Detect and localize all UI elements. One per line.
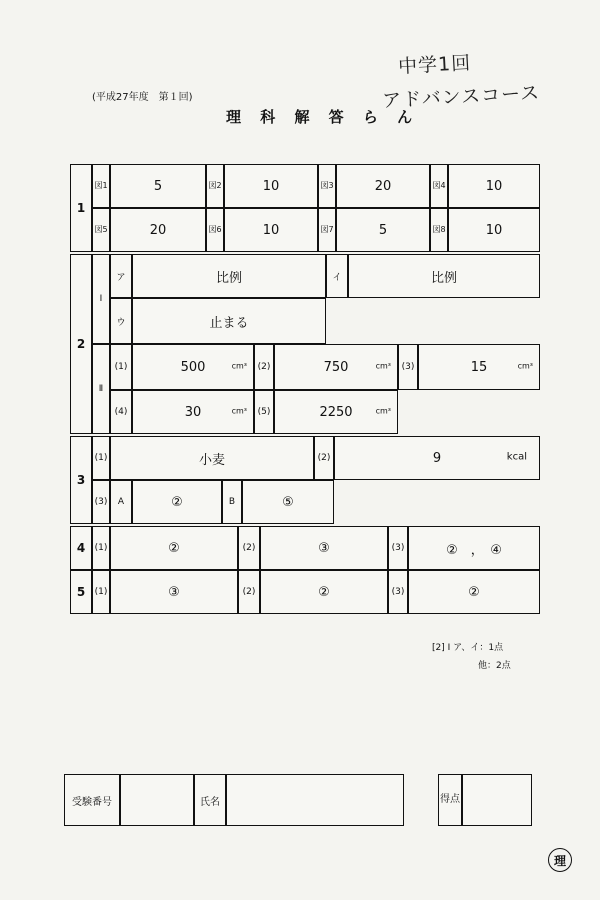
- answer-cell[interactable]: ② ， ④: [408, 526, 540, 570]
- sub-label-a: A: [110, 480, 132, 524]
- name-label: 氏名: [194, 774, 226, 826]
- unit-label: cm³: [231, 361, 247, 371]
- sub-label-u: ウ: [110, 298, 132, 344]
- handwritten-note-course: アドバンスコース: [381, 81, 541, 113]
- sub-label: (3): [388, 526, 408, 570]
- section-number-1: 1: [70, 164, 92, 252]
- sub-label-a: ア: [110, 254, 132, 298]
- unit-label: cm³: [231, 406, 247, 416]
- answer-cell[interactable]: 20: [336, 164, 430, 208]
- answer-cell[interactable]: 止まる: [132, 298, 326, 344]
- score-field[interactable]: [462, 774, 532, 826]
- answer-cell[interactable]: 10: [224, 208, 318, 252]
- sub-label: (2): [254, 344, 274, 390]
- answer-cell[interactable]: ③: [260, 526, 388, 570]
- part-label-1: Ⅰ: [92, 254, 110, 344]
- answer-cell[interactable]: ②: [260, 570, 388, 614]
- answer-cell[interactable]: 10: [448, 164, 540, 208]
- fig-label: 図 6: [206, 208, 224, 252]
- unit-label: cm³: [375, 361, 391, 371]
- section-number-3: 3: [70, 436, 92, 524]
- answer-cell[interactable]: 比例: [348, 254, 540, 298]
- answer-cell[interactable]: ②: [132, 480, 222, 524]
- fig-label: 図 5: [92, 208, 110, 252]
- sub-label: (4): [110, 390, 132, 434]
- scoring-note-1: [2] Ⅰ ア、イ：1点: [432, 643, 504, 653]
- exam-number-label: 受験番号: [64, 774, 120, 826]
- answer-cell[interactable]: 小麦: [110, 436, 314, 480]
- sub-label: (1): [92, 526, 110, 570]
- sub-label-b: B: [222, 480, 242, 524]
- name-field[interactable]: [226, 774, 404, 826]
- answer-cell[interactable]: 500 cm³: [132, 344, 254, 390]
- sub-label: (2): [314, 436, 334, 480]
- unit-label: cm³: [375, 406, 391, 416]
- answer-cell[interactable]: 20: [110, 208, 206, 252]
- answer-cell[interactable]: 15 cm³: [418, 344, 540, 390]
- page-title: 理 科 解 答 ら ん: [226, 108, 420, 126]
- answer-cell[interactable]: 5: [110, 164, 206, 208]
- scoring-note-2: 他：2点: [478, 661, 511, 671]
- score-label: 得 点: [438, 774, 462, 826]
- section-number-5: 5: [70, 570, 92, 614]
- sub-label: (5): [254, 390, 274, 434]
- answer-cell[interactable]: ②: [408, 570, 540, 614]
- unit-label: cm³: [517, 361, 533, 371]
- sub-label: (3): [92, 480, 110, 524]
- answer-cell[interactable]: 5: [336, 208, 430, 252]
- sub-label: (1): [92, 436, 110, 480]
- answer-cell[interactable]: 750 cm³: [274, 344, 398, 390]
- answer-cell[interactable]: 比例: [132, 254, 326, 298]
- answer-cell[interactable]: 30 cm³: [132, 390, 254, 434]
- handwritten-note-exam: 中学1回: [397, 52, 472, 78]
- fig-label: 図 2: [206, 164, 224, 208]
- fig-label: 図 1: [92, 164, 110, 208]
- answer-cell[interactable]: 9 kcal: [334, 436, 540, 480]
- answer-cell[interactable]: 10: [224, 164, 318, 208]
- fig-label: 図 4: [430, 164, 448, 208]
- sub-label: (2): [238, 570, 260, 614]
- subject-mark: 理: [548, 848, 572, 872]
- sub-label: (3): [398, 344, 418, 390]
- sub-label: (1): [92, 570, 110, 614]
- sub-label: (1): [110, 344, 132, 390]
- section-number-4: 4: [70, 526, 92, 570]
- exam-year: (平成27年度 第１回): [92, 92, 193, 103]
- answer-cell[interactable]: 10: [448, 208, 540, 252]
- fig-label: 図 3: [318, 164, 336, 208]
- part-label-2: Ⅱ: [92, 344, 110, 434]
- answer-cell[interactable]: ③: [110, 570, 238, 614]
- sub-label: (2): [238, 526, 260, 570]
- answer-cell[interactable]: ⑤: [242, 480, 334, 524]
- sub-label-i: イ: [326, 254, 348, 298]
- section-number-2: 2: [70, 254, 92, 434]
- answer-cell[interactable]: ②: [110, 526, 238, 570]
- fig-label: 図 8: [430, 208, 448, 252]
- sub-label: (3): [388, 570, 408, 614]
- exam-number-field[interactable]: [120, 774, 194, 826]
- unit-label: kcal: [506, 451, 527, 463]
- fig-label: 図 7: [318, 208, 336, 252]
- answer-cell[interactable]: 2250 cm³: [274, 390, 398, 434]
